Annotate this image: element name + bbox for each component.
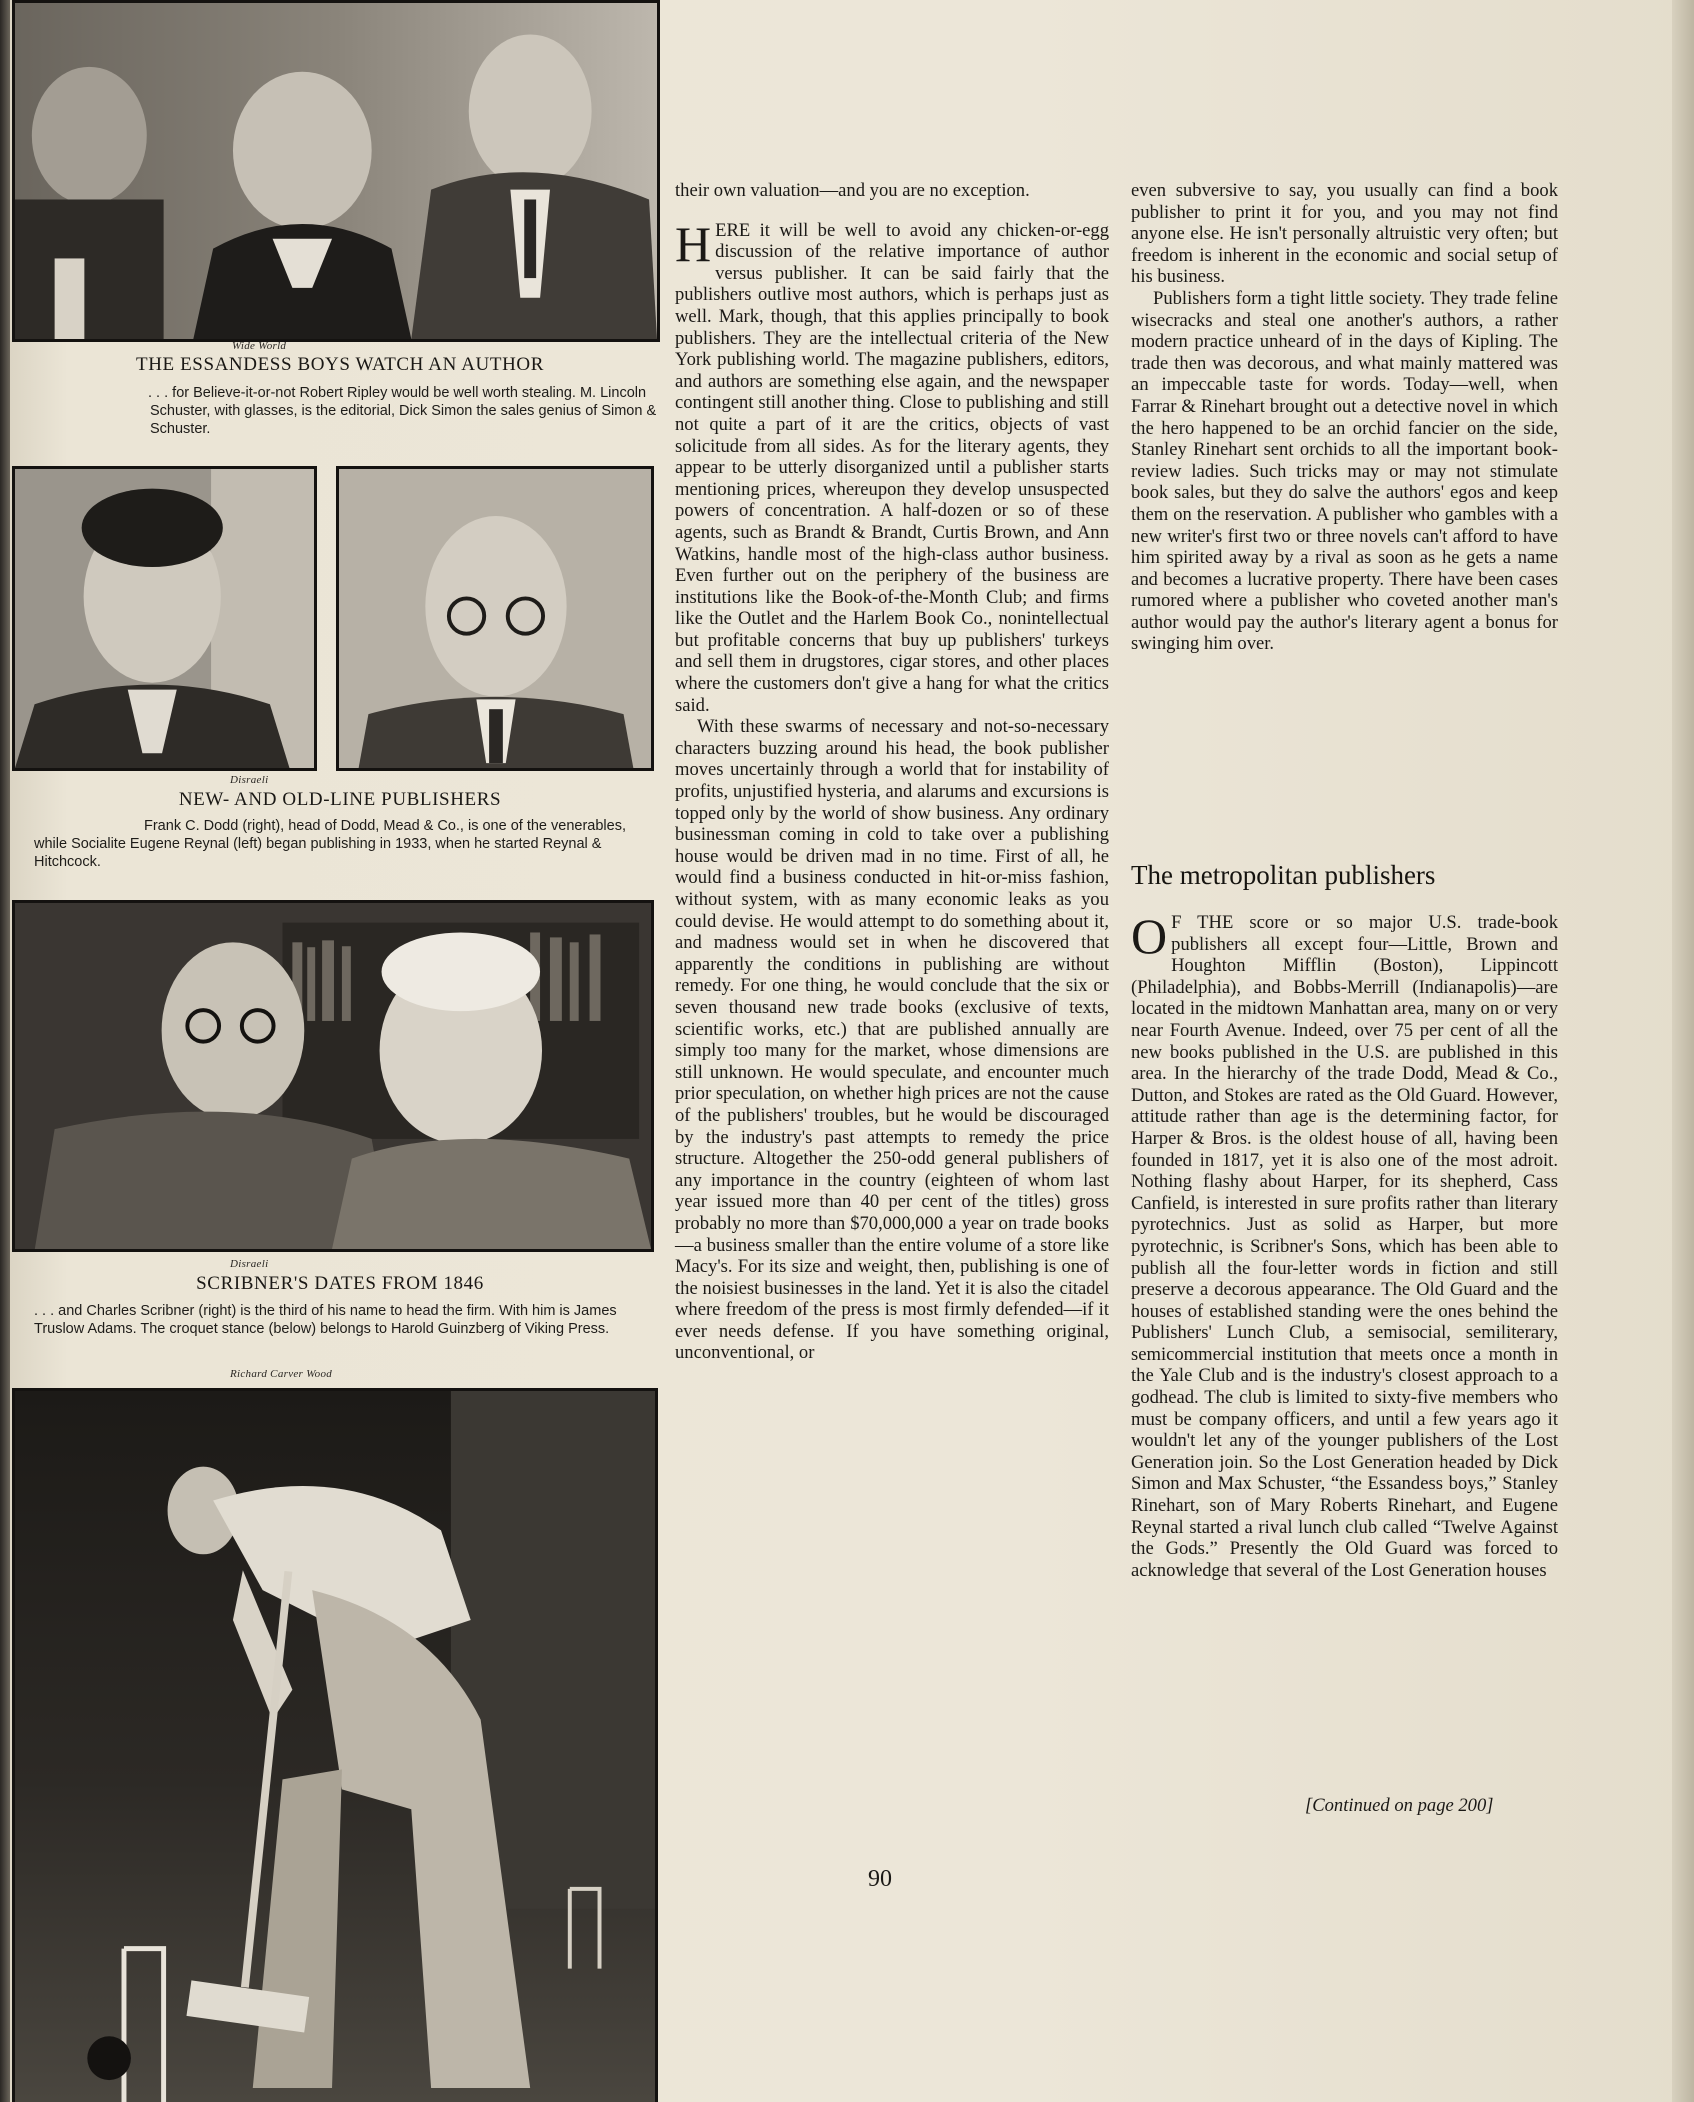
article-paragraph-text: ERE it will be well to avoid any chicken-or-egg discussion of the relative importance of author versus publisher. It can be said fairly that the publishers outlive most authors, which is perhaps just as well. Mark, though, that this applies principally to book publishers. They are the intellectual criteria of the New York publishing world. The magazine publishers, editors, and authors are something else again, and the newspaper contingent still another thing. Close to publishing and still not quite a part of it are the critics, objects of vast solicitude from all sides. As for the literary agents, they appear to be utterly disorganized until a publisher starts mentioning prices, whereupon they develop unsuspected powers of concentration. A half-dozen or so of these agents, such as Brandt & Brandt, Curtis Brown, and Ann Watkins, handle most of the high-class author business. Even further out on the periphery of the business are institutions like the Book-of-the-Month Club; and firms like the Outlet and the Harlem Book Co., nonintellectual but profitable concerns that buy up publishers' turkeys and sell them in drugstores, cigar stores, and other places where the customers don't give a hang for what the critics said.	[675, 219, 1109, 716]
photo-credit-croquet: Richard Carver Wood	[230, 1368, 333, 1380]
photo-scribner-adams	[12, 900, 654, 1252]
caption-title-essandess: THE ESSANDESS BOYS WATCH AN AUTHOR	[135, 354, 545, 375]
continued-note: [Continued on page 200]	[1305, 1795, 1494, 1816]
photo-scribner-image	[15, 903, 651, 1249]
photo-essandess-boys	[12, 0, 660, 342]
page-binding-edge	[0, 0, 10, 2102]
article-paragraph: even subversive to say, you usually can find a book publisher to print it for you, and you may not find anyone else. He isn't personally altruistic very often; but freedom is inherent in the economic and social setup of his business.	[1131, 180, 1558, 288]
photo-reynal-image	[15, 469, 314, 768]
photo-essandess-image	[15, 3, 657, 339]
photo-credit-publishers: Disraeli	[230, 774, 269, 786]
article-column-3-continued	[1131, 908, 1558, 1581]
photo-dodd-image	[339, 469, 651, 768]
caption-title-publishers: NEW- AND OLD-LINE PUBLISHERS	[178, 789, 502, 810]
article-paragraph-dropcap	[1131, 908, 1558, 1581]
article-paragraph-text: F THE score or so major U.S. trade-book publishers all except four—Little, Brown and Houghton Mifflin (Boston), Lippincott (Philadelphia), and Bobbs-Merrill (Indianapolis)—are located in the midtown Manhattan area, many on or very near Fourth Avenue. Indeed, over 75 per cent of all the new books published in the U.S. are published in this area. In the hierarchy of the trade Dodd, Mead & Co., Dutton, and Stokes are rated as the Old Guard. However, attitude rather than age is the determining factor, for Harper & Bros. is the oldest house of all, having been founded in 1817, yet it is also one of the most adroit. Nothing flashy about Harper, for its shepherd, Cass Canfield, is interested in sure profits rather than literary pyrotechnics. Just as solid as Harper, but more pyrotechnic, is Scribner's Sons, which has been able to publish all the four-letter words in fiction and still preserve a decorous appearance. The Old Guard and the houses of established standing were the ones behind the Publishers' Lunch Club, a semisocial, semiliterary, semicommercial institution that meets once a month in the Yale Club and is the industry's closest approach to a godhead. The club is limited to sixty-five members who must be company officers, and until a few years ago it wouldn't let any of the younger publishers of the Lost Generation join. So the Lost Generation headed by Dick Simon and Max Schuster, “the Essandess boys,” Stanley Rinehart, son of Mary Roberts Rinehart, and Eugene Reynal started a rival lunch club called “Twelve Against the Gods.” Presently the Old Guard was forced to acknowledge that several of the Lost Generation houses	[1131, 912, 1558, 1581]
caption-title-scribner: SCRIBNER'S DATES FROM 1846	[196, 1273, 484, 1294]
photo-croquet-guinzberg	[12, 1388, 658, 2102]
drop-cap: H	[675, 215, 712, 272]
photo-credit-essandess: Wide World	[232, 340, 287, 352]
drop-cap: O	[1131, 908, 1168, 964]
section-heading: The metropolitan publishers	[1131, 860, 1436, 890]
article-paragraph-dropcap	[675, 215, 1109, 717]
article-paragraph: Publishers form a tight little society. They trade feline wisecracks and steal one another's authors, a rather modern practice unheard of in the days of Kipling. The trade then was decorous, and what mainly mattered was an impeccable taste for words. Today—well, when Farrar & Rinehart brought out a detective novel in which the hero happened to be an orchid fancier on the side, Stanley Rinehart sent orchids to all the important book-review ladies. Such tricks may or may not stimulate book sales, but they do salve the authors' egos and keep them on the reservation. A publisher who gambles with a new writer's first two or three novels can't afford to have him spirited away by a rival as soon as he gets a name and becomes a lucrative property. There have been cases rumored where a publisher who coveted another man's author would pay the author's literary agent a bonus for swinging him over.	[1131, 287, 1558, 655]
article-paragraph: With these swarms of necessary and not-so-necessary characters buzzing around his head, the book publisher moves uncertainly through a world that for instability of profits, unjustified hysteria, and alarums and excursions is topped only by the world of show business. Any ordinary businessman coming in cold to take over a publishing house would be driven mad in no time. First of all, he would find a business conducted in hit-or-miss fashion, without system, with as many economic leaks as you could devise. He would attempt to do something about it, and madness would set in when he discovered that apparently the conditions in publishing are without remedy. For one thing, he would conclude that the six or seven thousand new trade books (exclusive of texts, scientific works, etc.) that are published annually are simply too many for the market, whose dimensions are still unknown. He would speculate, and encounter much prior speculation, on whether high prices are not the cause of the publishers' troubles, but he would be discouraged by the industry's past attempts to remedy the price structure. Altogether the 250-odd general publishers of any importance in the country (eighteen of whom last year issued more than 40 per cent of the titles) gross probably no more than $70,000,000 a year on trade books—a business smaller than the entire volume of a store like Macy's. For its size and weight, then, publishing is one of the noisiest businesses in the land. Yet it is also the citadel where freedom of the press is most firmly defended—if it ever needs defense. If you have something original, unconventional, or	[675, 716, 1109, 1364]
photo-dodd	[336, 466, 654, 771]
page-number: 90	[868, 1866, 892, 1892]
article-column-3	[1131, 180, 1558, 655]
caption-essandess: . . . for Believe-it-or-not Robert Ripley would be well worth stealing. M. Lincoln Schuster, with glasses, is the editorial, Dick Simon the sales genius of Simon & Schuster.	[148, 385, 657, 437]
caption-publishers: Frank C. Dodd (right), head of Dodd, Mead & Co., is one of the venerables, while Socialite Eugene Reynal (left) began publishing in 1933, when he started Reynal & Hitchcock.	[34, 818, 626, 870]
page-outer-edge	[1672, 0, 1694, 2102]
photo-reynal	[12, 466, 317, 771]
article-paragraph: their own valuation—and you are no exception.	[675, 180, 1030, 201]
caption-scribner: . . . and Charles Scribner (right) is the third of his name to head the firm. With him is James Truslow Adams. The croquet stance (below) belongs to Harold Guinzberg of Viking Press.	[34, 1303, 617, 1337]
photo-croquet-image	[15, 1391, 655, 2102]
photo-credit-scribner: Disraeli	[230, 1258, 269, 1270]
article-column-2	[675, 180, 1109, 1364]
